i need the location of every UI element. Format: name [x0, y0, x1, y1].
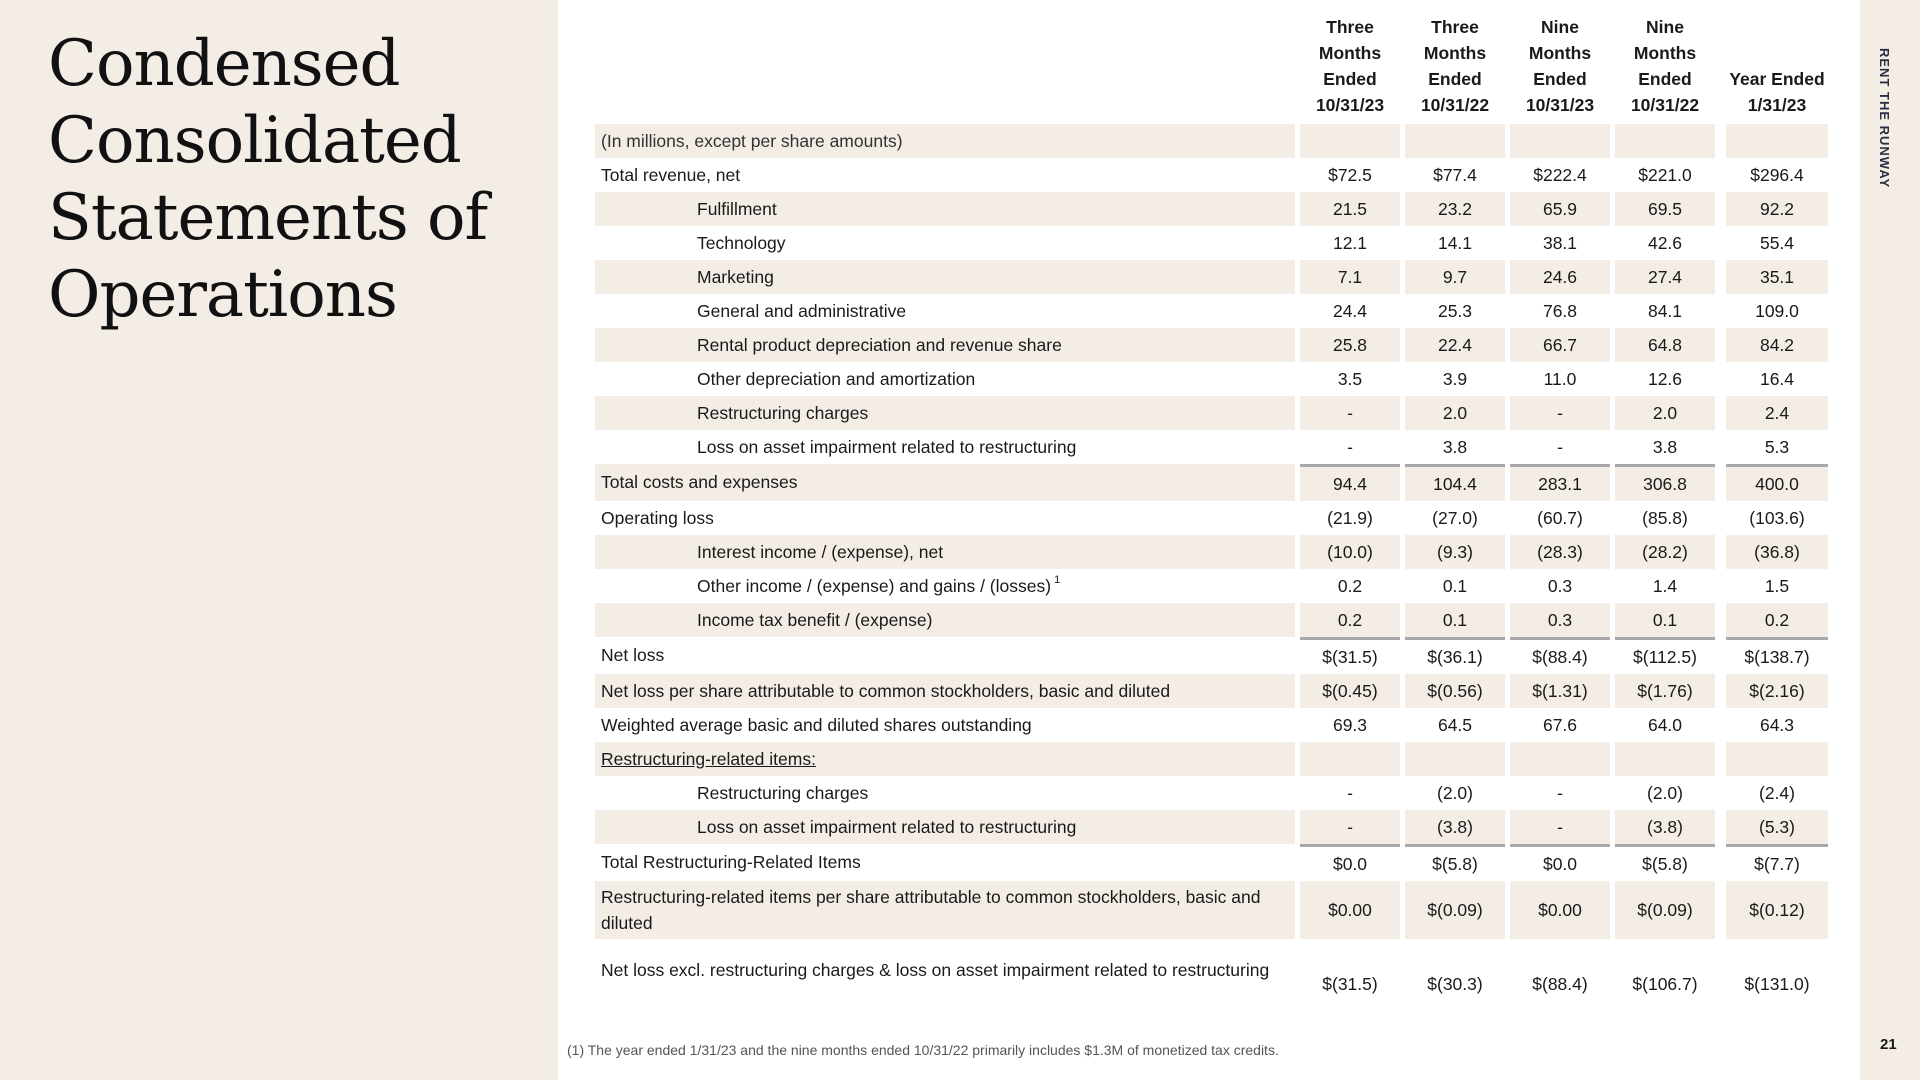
table-row [595, 939, 1828, 1001]
cell-value: 1.4 [1652, 575, 1678, 596]
header-blank [595, 14, 1295, 124]
cell-value: 5.3 [1764, 436, 1790, 457]
table-row [595, 192, 1828, 226]
cell-value: - [1510, 810, 1610, 844]
row-label: Restructuring-related items per share attributable to common stockholders, basic and diluted [595, 881, 1295, 939]
cell-value: $(0.09) [1405, 881, 1505, 939]
header-spacer [1720, 14, 1721, 124]
cell-value: $0.00 [1300, 881, 1400, 939]
cell-value: (3.8) [1615, 810, 1715, 844]
cell-value: 64.8 [1615, 328, 1715, 362]
footnote-marker: 1 [1054, 573, 1061, 586]
table-row [595, 708, 1828, 742]
cell-value: $(31.5) [1322, 974, 1378, 994]
table-row [595, 501, 1828, 535]
row-label: Weighted average basic and diluted shares outstanding [601, 714, 1032, 735]
table-row [595, 569, 1828, 603]
cell-value: 283.1 [1510, 464, 1610, 501]
cell-value: 0.3 [1510, 603, 1610, 637]
cell-value: 64.5 [1437, 714, 1473, 735]
cell-value: 2.4 [1726, 396, 1828, 430]
section-heading: Restructuring-related items: [595, 742, 1295, 776]
cell-value: (3.8) [1405, 810, 1505, 844]
cell-value: 64.0 [1647, 714, 1683, 735]
table-row-total [595, 464, 1828, 501]
cell-value: $221.0 [1638, 164, 1692, 185]
cell-value: 42.6 [1647, 232, 1683, 253]
table-row [595, 294, 1828, 328]
cell-value: $(2.16) [1726, 674, 1828, 708]
cell-value: 0.1 [1615, 603, 1715, 637]
cell-value: (21.9) [1327, 507, 1373, 528]
cell-value: 2.0 [1405, 396, 1505, 430]
cell-value: $(1.31) [1510, 674, 1610, 708]
cell-value: 92.2 [1726, 192, 1828, 226]
cell-value: 7.1 [1300, 260, 1400, 294]
cell-value: (28.2) [1615, 535, 1715, 569]
cell-value: - [1347, 436, 1353, 457]
cell-value: 67.6 [1542, 714, 1578, 735]
row-label: Interest income / (expense), net [595, 535, 1295, 569]
cell-value: $(88.4) [1510, 637, 1610, 674]
cell-value: 2.0 [1615, 396, 1715, 430]
cell-value: 306.8 [1615, 464, 1715, 501]
cell-value: $72.5 [1328, 164, 1372, 185]
cell-value: $(0.45) [1300, 674, 1400, 708]
cell-value: 27.4 [1615, 260, 1715, 294]
cell-value: $(138.7) [1726, 637, 1828, 674]
table-row-total [595, 844, 1828, 881]
cell-value: 23.2 [1405, 192, 1505, 226]
column-header: Nine Months Ended 10/31/22 [1630, 17, 1700, 115]
row-label: Rental product depreciation and revenue share [595, 328, 1295, 362]
row-label: Total revenue, net [601, 164, 741, 185]
cell-value: (28.3) [1510, 535, 1610, 569]
cell-value: (2.4) [1759, 782, 1795, 803]
cell-value: (5.3) [1726, 810, 1828, 844]
cell-value: 0.2 [1300, 603, 1400, 637]
table-row [595, 260, 1828, 294]
cell-value: 21.5 [1300, 192, 1400, 226]
cell-value: $(112.5) [1615, 637, 1715, 674]
cell-value: 25.8 [1300, 328, 1400, 362]
table-row [595, 362, 1828, 396]
cell-value: 24.4 [1332, 300, 1368, 321]
row-label: Restructuring charges [595, 396, 1295, 430]
cell-value: (60.7) [1537, 507, 1583, 528]
row-label: Income tax benefit / (expense) [595, 603, 1295, 637]
table-row-total [595, 637, 1828, 674]
cell-value: 84.2 [1726, 328, 1828, 362]
row-label: General and administrative [697, 300, 907, 321]
table-row [595, 430, 1828, 464]
cell-value: $(106.7) [1632, 974, 1698, 994]
cell-value: 65.9 [1510, 192, 1610, 226]
row-label: Other depreciation and amortization [697, 368, 976, 389]
cell-value: 22.4 [1405, 328, 1505, 362]
cell-value: 14.1 [1437, 232, 1473, 253]
cell-value: - [1300, 396, 1400, 430]
row-label: Net loss excl. restructuring charges & loss on asset impairment related to restructuring [601, 960, 1270, 980]
row-label: Marketing [595, 260, 1295, 294]
cell-value: (2.0) [1437, 782, 1473, 803]
cell-value: 3.9 [1442, 368, 1468, 389]
units-row [595, 124, 1828, 158]
table-row [595, 158, 1828, 192]
cell-value: 0.3 [1547, 575, 1573, 596]
row-label-cell [595, 569, 1295, 603]
left-panel [0, 0, 558, 1080]
cell-value: 64.3 [1759, 714, 1795, 735]
cell-value: 0.1 [1442, 575, 1468, 596]
cell-value: 55.4 [1759, 232, 1795, 253]
cell-value: 0.1 [1405, 603, 1505, 637]
cell-value: $(31.5) [1300, 637, 1400, 674]
cell-value: $(131.0) [1744, 974, 1810, 994]
cell-value: 25.3 [1437, 300, 1473, 321]
cell-value: - [1347, 782, 1353, 803]
cell-value: - [1300, 810, 1400, 844]
row-label: Loss on asset impairment related to restructuring [697, 436, 1077, 457]
cell-value: 1.5 [1764, 575, 1790, 596]
cell-value: 0.2 [1337, 575, 1363, 596]
page-number: 21 [1880, 1036, 1897, 1053]
table-row [595, 328, 1828, 362]
cell-value: 38.1 [1542, 232, 1578, 253]
row-label: Technology [697, 232, 786, 253]
cell-value: 76.8 [1542, 300, 1578, 321]
table-row [595, 226, 1828, 260]
cell-value: 3.5 [1337, 368, 1363, 389]
cell-value: $77.4 [1433, 164, 1477, 185]
brand-label: RENT THE RUNWAY [1877, 48, 1892, 189]
cell-value: 9.7 [1405, 260, 1505, 294]
section-header-row [595, 742, 1828, 776]
table-header-row [595, 14, 1828, 124]
cell-value: - [1557, 436, 1563, 457]
cell-value: $0.00 [1510, 881, 1610, 939]
table-row [595, 810, 1828, 844]
cell-value: 35.1 [1726, 260, 1828, 294]
cell-value: $(30.3) [1427, 974, 1483, 994]
cell-value: $(36.1) [1405, 637, 1505, 674]
cell-value: 109.0 [1755, 300, 1799, 321]
cell-value: 104.4 [1405, 464, 1505, 501]
column-header: Nine Months Ended 10/31/23 [1525, 17, 1595, 115]
table-row [595, 881, 1828, 939]
cell-value: 66.7 [1510, 328, 1610, 362]
cell-value: (103.6) [1749, 507, 1805, 528]
column-header: Three Months Ended 10/31/23 [1315, 17, 1385, 115]
cell-value: $(0.12) [1726, 881, 1828, 939]
cell-value: (36.8) [1726, 535, 1828, 569]
cell-value: 12.6 [1647, 368, 1683, 389]
row-label: Fulfillment [595, 192, 1295, 226]
column-header: Year Ended 1/31/23 [1729, 69, 1825, 115]
table-row [595, 776, 1828, 810]
row-label: Other income / (expense) and gains / (losses) [697, 575, 1052, 596]
cell-value: 400.0 [1726, 464, 1828, 501]
cell-value: 0.2 [1726, 603, 1828, 637]
cell-value: (2.0) [1647, 782, 1683, 803]
page-title: Condensed Consolidated Statements of Operations [48, 27, 488, 332]
row-label: Net loss [601, 645, 665, 665]
row-label: Operating loss [601, 507, 714, 528]
cell-value: 69.3 [1332, 714, 1368, 735]
cell-value: $(5.8) [1615, 844, 1715, 881]
cell-value: 12.1 [1332, 232, 1368, 253]
units-label: (In millions, except per share amounts) [595, 124, 1295, 158]
cell-value: - [1510, 396, 1610, 430]
table-row [595, 603, 1828, 637]
cell-value: - [1557, 782, 1563, 803]
cell-value: $(88.4) [1532, 974, 1588, 994]
cell-value: $(7.7) [1726, 844, 1828, 881]
table-row [595, 674, 1828, 708]
cell-value: $222.4 [1533, 164, 1587, 185]
cell-value: 3.8 [1442, 436, 1468, 457]
cell-value: $(1.76) [1615, 674, 1715, 708]
table-row [595, 535, 1828, 569]
column-header: Three Months Ended 10/31/22 [1420, 17, 1490, 115]
cell-value: (9.3) [1405, 535, 1505, 569]
row-label: Restructuring charges [697, 782, 869, 803]
row-label: Total costs and expenses [595, 464, 1295, 501]
cell-value: 69.5 [1615, 192, 1715, 226]
cell-value: (27.0) [1432, 507, 1478, 528]
cell-value: $0.0 [1300, 844, 1400, 881]
cell-value: 24.6 [1510, 260, 1610, 294]
cell-value: 84.1 [1647, 300, 1683, 321]
row-label: Total Restructuring-Related Items [601, 852, 861, 872]
cell-value: 16.4 [1759, 368, 1795, 389]
row-label: Loss on asset impairment related to restructuring [595, 810, 1295, 844]
cell-value: 11.0 [1543, 368, 1577, 389]
financial-table [590, 14, 1833, 1001]
cell-value: $(0.56) [1405, 674, 1505, 708]
cell-value: $(0.09) [1615, 881, 1715, 939]
footnote: (1) The year ended 1/31/23 and the nine months ended 10/31/22 primarily includes $1.3M of monetized tax credits. [567, 1042, 1279, 1058]
cell-value: $296.4 [1750, 164, 1804, 185]
cell-value: (10.0) [1300, 535, 1400, 569]
table-row [595, 396, 1828, 430]
cell-value: $0.0 [1510, 844, 1610, 881]
cell-value: 3.8 [1652, 436, 1678, 457]
cell-value: (85.8) [1642, 507, 1688, 528]
row-label: Net loss per share attributable to common stockholders, basic and diluted [595, 674, 1295, 708]
cell-value: 94.4 [1300, 464, 1400, 501]
cell-value: $(5.8) [1405, 844, 1505, 881]
